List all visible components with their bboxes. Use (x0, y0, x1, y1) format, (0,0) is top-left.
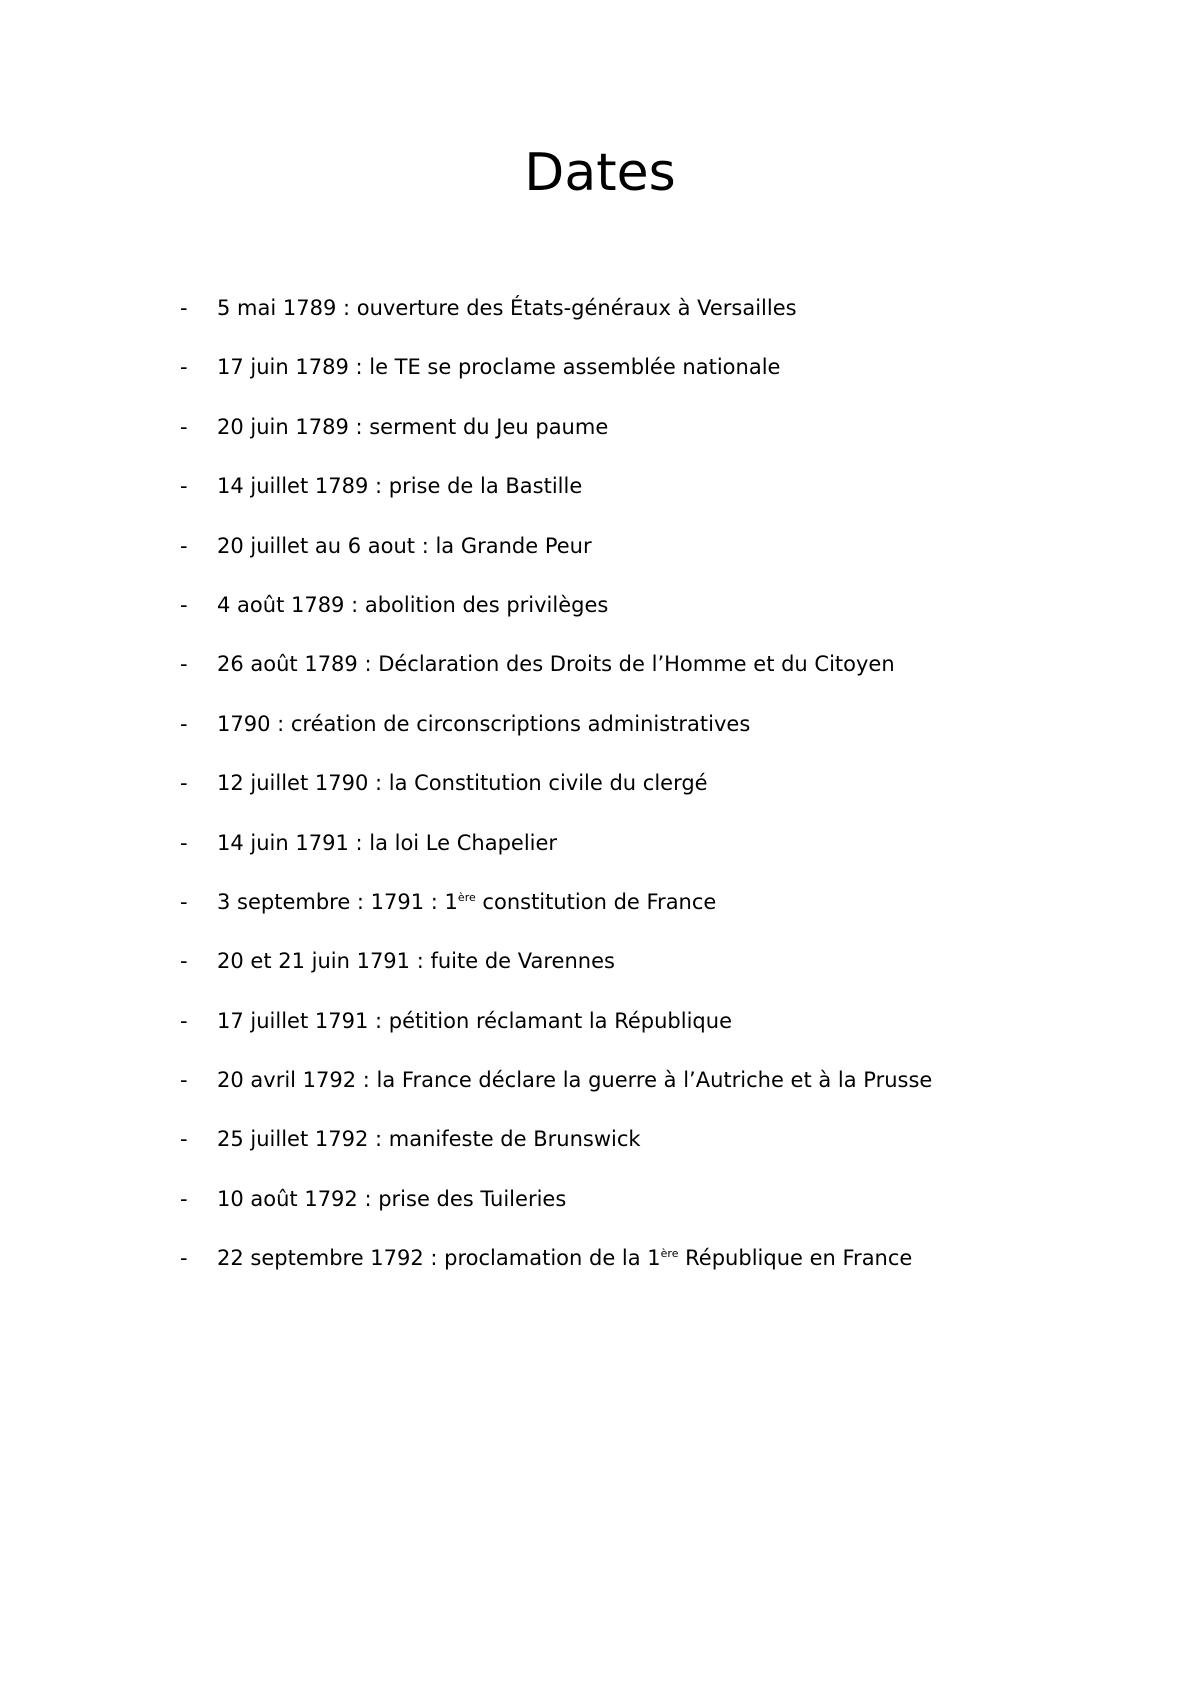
date-list (0, 296, 1200, 1306)
list-item (0, 1068, 1200, 1127)
list-item (0, 534, 1200, 593)
list-item-text-before: 3 septembre : 1791 : 1 (217, 889, 458, 914)
list-item (0, 949, 1200, 1008)
list-item (0, 771, 1200, 830)
list-item (0, 890, 1200, 949)
list-item (0, 296, 1200, 355)
list-bullet-dash: - (180, 296, 188, 320)
list-item-text-before: 22 septembre 1792 : proclamation de la 1 (217, 1246, 661, 1271)
list-item (0, 1009, 1200, 1068)
list-item (0, 1246, 1200, 1305)
list-item (0, 712, 1200, 771)
list-bullet-dash: - (180, 889, 188, 914)
list-item-text: 17 juillet 1791 : pétition réclamant la République (217, 1008, 732, 1033)
list-item-text-after: constitution de France (475, 889, 717, 914)
list-bullet-dash: - (180, 652, 188, 677)
list-item (0, 415, 1200, 474)
list-bullet-dash: - (180, 1127, 188, 1152)
list-item-text: 4 août 1789 : abolition des privilèges (217, 592, 609, 617)
list-bullet-dash: - (180, 830, 188, 855)
list-item-text: 25 juillet 1792 : manifeste de Brunswick (217, 1127, 641, 1152)
list-item (0, 652, 1200, 711)
list-item (0, 1187, 1200, 1246)
list-item-text: 5 mai 1789 : ouverture des États-généraux à Versailles (217, 296, 797, 320)
list-item-text: 17 juin 1789 : le TE se proclame assemblée nationale (217, 355, 781, 380)
list-item-text: 1790 : création de circonscriptions administratives (217, 711, 751, 736)
list-bullet-dash: - (180, 771, 188, 796)
list-item-text: 10 août 1792 : prise des Tuileries (217, 1186, 567, 1211)
list-item (0, 1127, 1200, 1186)
page-title: Dates (524, 143, 676, 203)
list-item-text: 14 juillet 1789 : prise de la Bastille (217, 474, 583, 499)
list-item-text (217, 890, 716, 914)
list-item-text: 20 avril 1792 : la France déclare la guerre à l’Autriche et à la Prusse (217, 1068, 933, 1093)
list-bullet-dash: - (180, 533, 188, 558)
list-item (0, 831, 1200, 890)
list-item (0, 474, 1200, 533)
list-bullet-dash: - (180, 949, 188, 974)
list-bullet-dash: - (180, 1246, 188, 1271)
list-item-text: 26 août 1789 : Déclaration des Droits de l’Homme et du Citoyen (217, 652, 895, 677)
list-bullet-dash: - (180, 711, 188, 736)
ordinal-superscript: ère (660, 1247, 679, 1261)
list-bullet-dash: - (180, 592, 188, 617)
ordinal-superscript: ère (457, 890, 476, 904)
list-bullet-dash: - (180, 414, 188, 439)
list-bullet-dash: - (180, 355, 188, 380)
list-item-text: 20 juin 1789 : serment du Jeu paume (217, 414, 609, 439)
list-bullet-dash: - (180, 1186, 188, 1211)
list-item (0, 593, 1200, 652)
list-item-text: 20 juillet au 6 aout : la Grande Peur (217, 533, 592, 558)
list-item-text: 20 et 21 juin 1791 : fuite de Varennes (217, 949, 615, 974)
list-bullet-dash: - (180, 474, 188, 499)
list-item-text-after: République en France (678, 1246, 913, 1271)
list-item-text: 14 juin 1791 : la loi Le Chapelier (217, 830, 558, 855)
list-item (0, 355, 1200, 414)
list-item-text (217, 1246, 912, 1270)
list-item-text: 12 juillet 1790 : la Constitution civile du clergé (217, 771, 708, 796)
list-bullet-dash: - (180, 1008, 188, 1033)
list-bullet-dash: - (180, 1068, 188, 1093)
